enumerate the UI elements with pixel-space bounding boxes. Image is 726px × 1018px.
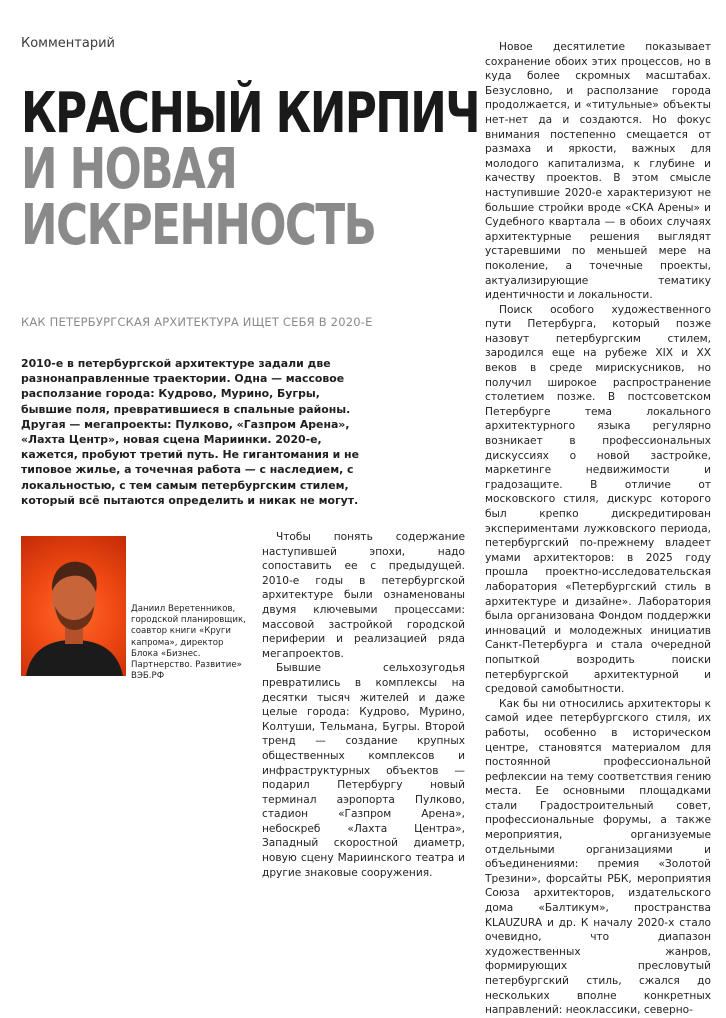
author-portrait — [21, 536, 126, 676]
paragraph: Бывшие сельхозугодья превратились в комплексы на десятки тысяч жителей и даже целые города: Кудрово, Мурино, Колтуши, Тельмана, Бугры. Второй тренд — создание крупных общественных комплексов и инфраструктурных объектов — подарил Петербургу новый терминал аэропорта Пулково, стадион «Газпром Арена», небоскреб «Лахта Центра», Западный скоростной диаметр, новую сцену Мариинского театра и другие знаковые сооружения. — [262, 662, 465, 879]
paragraph: Чтобы понять содержание наступившей эпохи, надо сопоставить ее с предыдущей. 2010-е годы в петербургской архитектуре были ознаменованы двумя ключевыми процессами: массовой застройкой городской периферии и реализацией ряда мегапроектов. — [262, 531, 465, 660]
portrait-illustration — [21, 536, 126, 676]
headline-line-3: ИСКРЕННОСТЬ — [21, 193, 376, 258]
section-label: Комментарий — [21, 36, 115, 51]
paragraph: Поиск особого художественного пути Петербурга, который позже назовут петербургским стилем, зародился еще на рубеже XIX и XX веков в среде мирискусников, но получил широкое распространение столетием позже. В постсоветском Петербурге тема локального архитектурного языка регулярно возникает в профессиональных дискуссиях о новой застройке, маркетинге недвижимости и градозащите. В отличие от московского стиля, дискурс которого был крепко дискредитирован экспериментами лужковского периода, петербургский по-прежнему владеет умами архитекторов: в 2025 году прошла проектно-исследовательская лаборатория «Петербургский стиль в архитектуре и дизайне». Лаборатория была организована Фондом поддержки инноваций и молодежных инициатив Санкт-Петербурга и стала очередной попыткой возродить поиски петербургской архитектурной и средовой самобытности. — [485, 303, 711, 696]
author-caption: Даниил Веретенников, городской планировщик, соавтор книги «Круги капрома», директор Блока «Бизнес. Партнерство. Развитие» ВЭБ.РФ — [131, 604, 246, 682]
lede-paragraph: 2010-е в петербургской архитектуре задали две разнонаправленные траектории. Одна — массовое расползание города: Кудрово, Мурино, Бугры, бывшие поля, превратившиеся в спальные районы. Другая — мегапроекты: Пулково, «Газпром Арена», «Лахта Центр», новая сцена Мариинки. 2020-е, кажется, пробуют третий путь. Не гигантомания и не типовое жилье, а точечная работа — с наследием, с локальностью, с тем самым петербургским стилем, который всё пытаются определить и никак не могут. — [21, 357, 359, 507]
headline-line-2: И НОВАЯ — [21, 137, 237, 202]
paragraph: Как бы ни относились архитекторы к самой идее петербургского стиля, их работы, особенно в историческом центре, становятся материалом для постоянной профессиональной рефлексии на тему соответствия гению места. Ее основными площадками стали Градостроительный совет, профессиональные форумы, а также мероприятия, организуемые отдельными организациями и объединениями: премия «Золотой Трезини», форсайты РБК, мероприятия Союза архитекторов, издательского дома «Балтикум», пространства KLAUZURA и др. К началу 2020-х стало очевидно, что диапазон художественных жанров, формирующих пресловутый петербургский стиль, сжался до нескольких вполне конкретных направлений: неоклассики, северно- — [485, 697, 711, 1017]
subtitle: КАК ПЕТЕРБУРГСКАЯ АРХИТЕКТУРА ИЩЕТ СЕБЯ В 2020-Е — [21, 315, 373, 329]
headline-line-1: КРАСНЫЙ КИРПИЧ — [21, 81, 480, 146]
paragraph: Новое десятилетие показывает сохранение обоих этих процессов, но в куда более скромных масштабах. Безусловно, и расползание города продолжается, и «титульные» объекты нет-нет да и создаются. Но фокус внимания постепенно смещается от размаха и яркости, важных для молодого капитализма, к глубине и качеству проектов. В этом смысле наступившие 2020-е характеризуют не большие стройки вроде «СКА Арены» и Судебного квартала — в обоих случаях архитектурные решения выглядят устаревшими по меньшей мере на поколение, а точечные проекты, актуализирующие тематику идентичности и локальности. — [485, 41, 711, 302]
article-column-2 — [262, 530, 465, 880]
article-column-3 — [485, 40, 711, 1018]
headline — [21, 81, 480, 258]
